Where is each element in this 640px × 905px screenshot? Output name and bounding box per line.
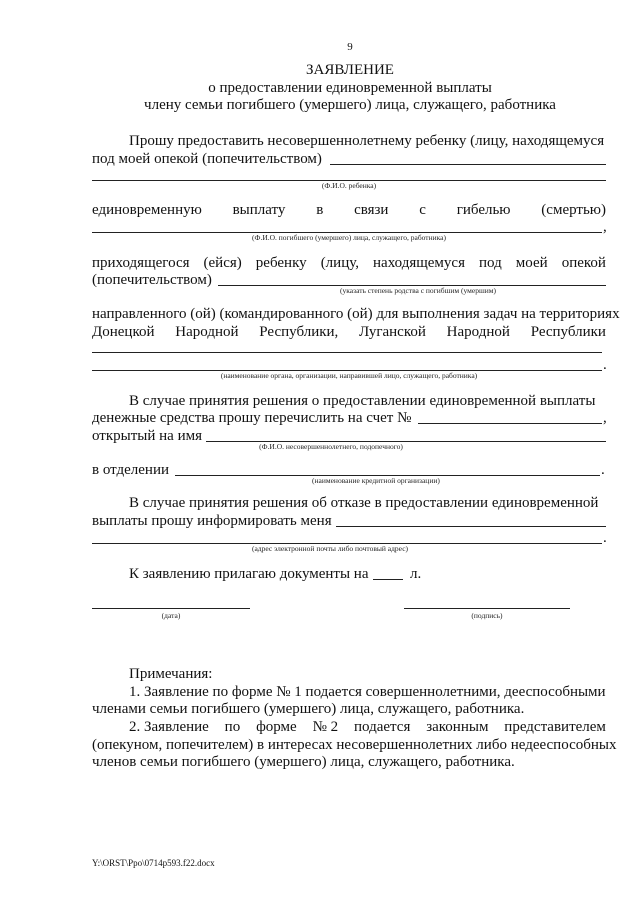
period: . xyxy=(601,462,605,478)
bank-branch-caption: (наименование кредитной организации) xyxy=(312,476,440,485)
p1-line6: направленного (ой) (командированного (ой) для выполнения задач на территориях xyxy=(92,306,620,322)
note-2-word: представителем xyxy=(504,719,606,735)
address-field[interactable] xyxy=(336,526,606,527)
comma: , xyxy=(603,410,607,426)
signature-caption: (подпись) xyxy=(471,611,503,620)
p1-line7-word: Народной xyxy=(446,324,510,340)
p1-line7-word: Луганской xyxy=(359,324,426,340)
period: . xyxy=(603,357,607,373)
p1-line4 xyxy=(92,254,606,272)
p1-line4-word: (ейся) xyxy=(203,255,242,271)
p1-line4-word: ребенку xyxy=(255,255,307,271)
organization-field[interactable] xyxy=(92,352,602,353)
period: . xyxy=(603,530,607,546)
p3-line2: выплаты прошу информировать меня xyxy=(92,513,332,529)
document-subtitle-1: о предоставлении единовременной выплаты xyxy=(208,80,492,96)
p1-line4-word: приходящегося xyxy=(92,255,190,271)
note-2-line2: (опекуном, попечителем) в интересах несовершеннолетних либо недееспособных xyxy=(92,737,617,753)
page-number: 9 xyxy=(347,41,353,53)
address-caption: (адрес электронной почты либо почтовый адрес) xyxy=(251,544,409,553)
p1-line3 xyxy=(92,201,606,219)
p1-line3-word: гибелью xyxy=(456,202,511,218)
attachments-suffix: л. xyxy=(410,566,422,582)
p1-line7-word: Народной xyxy=(175,324,239,340)
p1-line7-word: Республики xyxy=(530,324,606,340)
date-caption: (дата) xyxy=(161,611,181,620)
note-2-word: форме xyxy=(256,719,297,735)
p1-line4-word: под xyxy=(479,255,502,271)
note-2-word: законным xyxy=(426,719,489,735)
account-holder-caption: (Ф.И.О. несовершеннолетнего, подопечного) xyxy=(259,442,403,451)
p1-line4-word: находящемуся xyxy=(373,255,465,271)
child-name-caption: (Ф.И.О. ребенка) xyxy=(321,181,377,190)
deceased-name-caption: (Ф.И.О. погибшего (умершего) лица, служащего, работника) xyxy=(252,233,446,242)
p2-line4: в отделении xyxy=(92,462,170,478)
p1-line4-word: опекой xyxy=(561,255,606,271)
p1-line3-word: в xyxy=(316,202,324,218)
p1-line4-word: моей xyxy=(515,255,548,271)
p1-line3-word: выплату xyxy=(232,202,286,218)
p1-line2: под моей опекой (попечительством) xyxy=(92,151,322,167)
p1-line4-word: (лицу, xyxy=(320,255,359,271)
note-2-word: № 2 xyxy=(312,719,339,735)
p2-line1: В случае принятия решения о предоставлении единовременной выплаты xyxy=(129,393,596,409)
account-number-field[interactable] xyxy=(418,423,602,424)
p1-line7 xyxy=(92,323,606,341)
p1-line3-word: связи xyxy=(354,202,389,218)
comma: , xyxy=(603,219,607,235)
notes-heading: Примечания: xyxy=(129,666,213,682)
p3-line1: В случае принятия решения об отказе в предоставлении единовременной xyxy=(129,495,599,511)
note-1-line2: членами семьи погибшего (умершего) лица, служащего, работника. xyxy=(92,701,525,717)
document-subtitle-2: члену семьи погибшего (умершего) лица, служащего, работника xyxy=(144,97,556,113)
p2-line3: открытый на имя xyxy=(92,428,202,444)
p1-line7-word: Донецкой xyxy=(92,324,155,340)
child-name-field[interactable] xyxy=(330,164,606,165)
attachment-pages-field[interactable] xyxy=(373,579,403,580)
note-2-line3: членов семьи погибшего (умершего) лица, служащего, работника. xyxy=(92,754,515,770)
note-1-line1: 1. Заявление по форме № 1 подается совершеннолетними, дееспособными xyxy=(129,684,606,700)
attachments-prefix: К заявлению прилагаю документы на xyxy=(129,566,369,582)
signature-field[interactable] xyxy=(404,608,570,609)
p1-line5: (попечительством) xyxy=(92,272,212,288)
note-2-word: по xyxy=(224,719,241,735)
p1-line3-word: единовременную xyxy=(92,202,202,218)
p1-line3-word: с xyxy=(419,202,426,218)
note-2-word: подается xyxy=(354,719,411,735)
footer-file-path: Y:\ORST\Ppo\0714p593.f22.docx xyxy=(92,858,215,868)
p1-line1: Прошу предоставить несовершеннолетнему ребенку (лицу, находящемуся xyxy=(129,133,605,149)
document-title: ЗАЯВЛЕНИЕ xyxy=(306,62,394,78)
date-field[interactable] xyxy=(92,608,250,609)
organization-caption: (наименование органа, организации, направившей лицо, служащего, работника) xyxy=(220,371,478,380)
p2-line2: денежные средства прошу перечислить на счет № xyxy=(92,410,412,426)
p1-line3-word: (смертью) xyxy=(541,202,606,218)
p1-line7-word: Республики, xyxy=(259,324,339,340)
relationship-caption: (указать степень родства с погибшим (умершим) xyxy=(340,286,497,295)
note-2-word: 2. Заявление xyxy=(129,719,209,735)
note-2-line1 xyxy=(129,718,606,736)
